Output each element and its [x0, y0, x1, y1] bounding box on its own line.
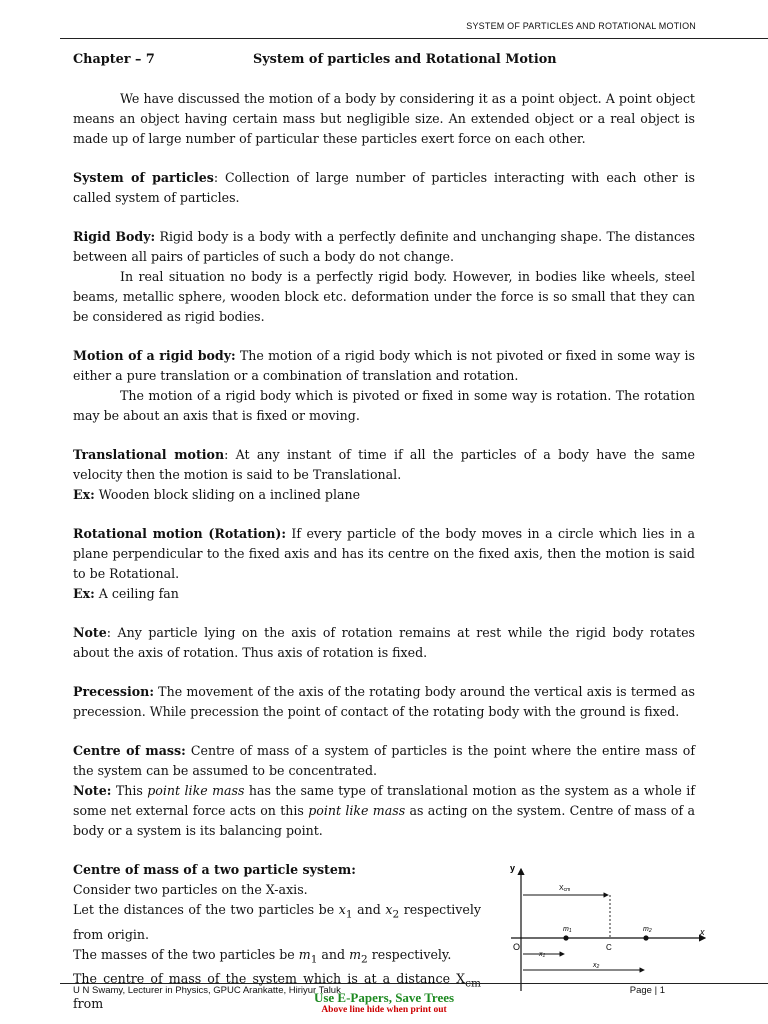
rigid-body-paragraph: In real situation no body is a perfectly rigid body. However, in bodies like wheels, steel beams, metallic sphere, wooden block etc. deformation under the force is so small that they can be considered as rigid bodies. [73, 269, 695, 324]
centre-of-mass-note: Note: This point like mass has the same type of translational motion as the system as a whole if some net external force acts on this point like mass as acting on the system. Centre of mass of a body or a system is its balancing point. [73, 783, 695, 838]
x-axis-label: x [700, 927, 705, 937]
particle-m2 [643, 935, 648, 940]
rigid-body-definition: Rigid Body: Rigid body is a body with a perfectly definite and unchanging shape. The distances between all pairs of particles of such a body do not change. [73, 229, 695, 264]
footer-slogan: Use E-Papers, Save Trees [313, 990, 455, 1005]
two-particle-line-1: Consider two particles on the X-axis. [73, 882, 308, 897]
footer-author: U N Swamy, Lecturer in Physics, GPUC Arankatte, Hiriyur Taluk [73, 985, 341, 996]
m2-label: m2 [643, 926, 652, 934]
term: Rigid Body: [73, 229, 156, 244]
precession-definition: Precession: The movement of the axis of the rotating body around the vertical axis is termed as precession. While precession the point of contact of the rotating body with the ground is fixed. [73, 684, 695, 719]
translational-motion-definition: Translational motion: At any instant of time if all the particles of a body have the same velocity then the motion is said to be Translational. [73, 447, 695, 482]
term: Translational motion [73, 447, 225, 462]
m1-label: m1 [563, 926, 572, 934]
term: Precession: [73, 684, 154, 699]
chapter-number: Chapter – 7 [73, 52, 155, 67]
term: Note [73, 625, 107, 640]
two-particle-heading: Centre of mass of a two particle system: [73, 862, 356, 877]
rigid-body-motion-definition: Motion of a rigid body: The motion of a rigid body which is not pivoted or fixed in some way is either a pure translation or a combination of translation and rotation. [73, 348, 695, 383]
origin-label: O [513, 942, 521, 952]
rotational-motion-definition: Rotational motion (Rotation): If every particle of the body moves in a circle which lies in a plane perpendicular to the fixed axis and has its centre on the fixed axis, then the motion is said to be Rotational. [73, 526, 695, 581]
system-of-particles-definition: System of particles: Collection of large number of particles interacting with each other is called system of particles. [73, 170, 695, 205]
chapter-heading [73, 50, 695, 70]
x2-label: x2 [593, 962, 600, 970]
term: Motion of a rigid body: [73, 348, 236, 363]
axis-note: Note: Any particle lying on the axis of rotation remains at rest while the rigid body rotates about the axis of rotation. Thus axis of rotation is fixed. [73, 625, 695, 660]
intro-paragraph: We have discussed the motion of a body by considering it as a point object. A point object means an object having certain mass but negligible size. An extended object or a real object is made up of large number of particular these particles exert force on each other. [73, 91, 695, 146]
c-label: C [606, 943, 612, 952]
term: Centre of mass: [73, 743, 186, 758]
footer-rule [60, 983, 768, 984]
header-rule [60, 38, 768, 39]
running-header: SYSTEM OF PARTICLES AND ROTATIONAL MOTION [466, 21, 696, 31]
two-particle-line-4: The centre of mass of the system which is at a distance $X_{cm}$ from [73, 971, 481, 1011]
x1-label: x1 [539, 951, 546, 959]
centre-of-mass-definition: Centre of mass: Centre of mass of a system of particles is the point where the entire mass of the system can be assumed to be concentrated. [73, 743, 695, 778]
term: System of particles [73, 170, 214, 185]
translational-example: Ex: Wooden block sliding on a inclined plane [73, 487, 361, 502]
xcm-label: Xcm [559, 885, 571, 893]
y-axis-label: y [510, 863, 516, 873]
page-number: Page | 1 [629, 985, 665, 996]
rigid-body-motion-paragraph: The motion of a rigid body which is pivoted or fixed in some way is rotation. The rotation may be about an axis that is fixed or moving. [73, 388, 695, 423]
term: Rotational motion (Rotation): [73, 526, 286, 541]
particle-m1 [563, 935, 568, 940]
chapter-title: System of particles and Rotational Motion [253, 52, 557, 67]
two-particle-diagram [491, 863, 711, 993]
document-body [73, 50, 705, 1014]
rotational-example: Ex: A ceiling fan [73, 586, 179, 601]
two-particle-line-2: Let the distances of the two particles be $x_1$ and $x_2$ respectively from origin. [73, 902, 481, 942]
two-particle-line-3: The masses of the two particles be $m_1$ and $m_2$ respectively. [73, 946, 452, 966]
footer-print-note: Above line hide when print out [321, 1005, 447, 1015]
